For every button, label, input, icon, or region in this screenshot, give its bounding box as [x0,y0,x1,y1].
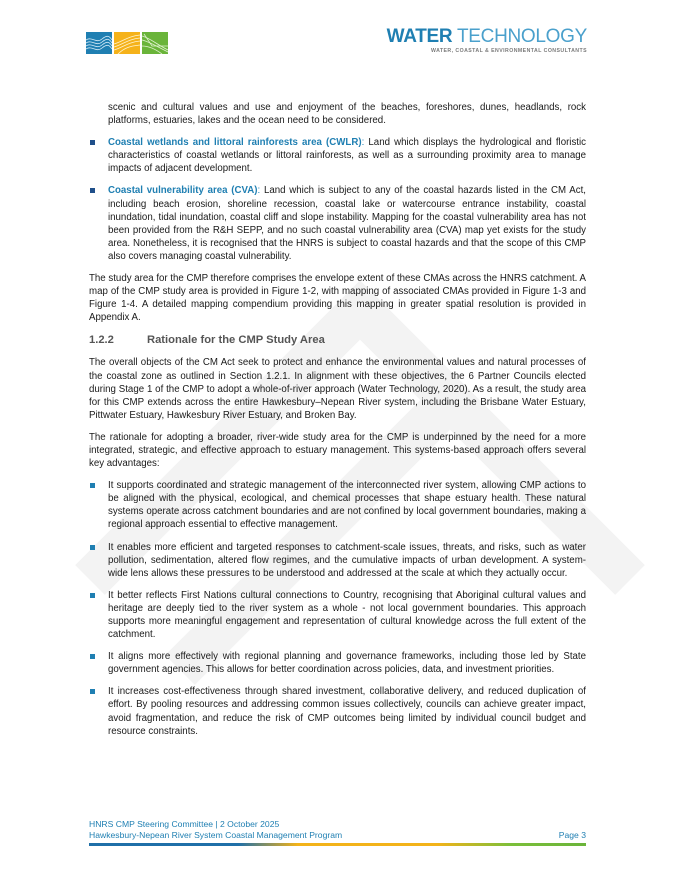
page-number: Page 3 [558,829,586,840]
continuation-paragraph: scenic and cultural values and use and enjoyment of the beaches, foreshores, dunes, headlands, rock platforms, estuaries, lakes and the ocean need to be considered. [108,102,586,127]
cma-term-separator: : [257,185,261,197]
footer-color-bar [89,843,586,846]
advantage-text: It aligns more effectively with regional planning and governance frameworks, including those led by State government agencies. This allows for better coordination across policies, data, and investment priorities. [108,651,586,676]
water-tile-icon [86,32,112,54]
section-heading [89,333,586,347]
cma-definition: Land which displays the hydrological and floristic characteristics of coastal wetlands or littoral rainforests, as well as a surrounding proximity area to manage impacts of adjacent development. [108,137,586,175]
brand-title-light: TECHNOLOGY [452,26,587,47]
brand-tagline: WATER, COASTAL & ENVIRONMENTAL CONSULTANTS [431,48,587,54]
page-footer [89,819,586,840]
advantage-text: It better reflects First Nations cultural connections to Country, recognising that Aboriginal cultural values and heritage are deeply tied to the river system as a whole - not local government boundaries. This approach supports more meaningful engagement and representation of cultural knowledge across the full extent of the catchment. [108,589,586,641]
bullet-square-icon [90,545,95,550]
advantage-bullet [89,589,586,641]
bullet-square-icon [90,689,95,694]
advantage-bullet [89,650,586,676]
advantage-text: It supports coordinated and strategic management of the interconnected river system, allowing CMP actions to be aligned with the physical, ecological, and chemical processes that shape estuary health. These natural systems operate across catchment boundaries and are not confined by local government boundaries, making a regional approach essential to effective management. [108,480,586,531]
cma-term: Coastal wetlands and littoral rainforests area (CWLR) [108,137,362,149]
advantage-text: It enables more efficient and targeted responses to catchment-scale issues, threats, and risks, such as water pollution, sedimentation, altered flow regimes, and the cumulative impacts of urban development. A system-wide lens allows these pressures to be understood and addressed at the scale at which they actually occur. [108,541,586,579]
bullet-square-icon [90,483,95,488]
cma-definition: Land which is subject to any of the coastal hazards listed in the CM Act, including beach erosion, shoreline recession, coastal lake or watercourse entrance instability, coastal inundation, tidal inundation, coastal cliff and slope instability. Mapping for the coastal vulnerability area has not been provided from the R&H SEPP, and no such coastal vulnerability area (CVA) map yet exists for the study area. Nonetheless, it is recognised that the HNRS is subject to coastal hazards and that the scope of this CMP also covers managing coastal vulnerability. [108,185,586,262]
cma-term-separator: : [361,137,365,149]
cma-bullet-cwlr [89,136,586,175]
objects-paragraph: The overall objects of the CM Act seek to protect and enhance the environmental values and natural processes of the coastal zone as outlined in Section 1.2.1. In alignment with these objectives, the 6 Partner Councils elected during Stage 1 of the CMP to adopt a whole-of-river approach (Water Technology, 2020). As a result, the study area for this CMP extends across the entire Hawkesbury–Nepean River system, including the Brisbane Water Estuary, Pittwater Estuary, Hawkesbury River Estuary, and Broken Bay. [89,357,586,421]
brand-title [387,27,587,47]
section-number: 1.2.2 [89,334,114,347]
advantage-text: It increases cost-effectiveness through shared investment, collaborative delivery, and reduced duplication of effort. By pooling resources and addressing common issues collectively, councils can achieve greater impact, avoid fragmentation, and reduce the risk of CMP outcomes being limited by individual council budget and resource constraints. [108,686,586,737]
cma-term: Coastal vulnerability area (CVA) [108,185,258,197]
footer-document-title: Hawkesbury-Nepean River System Coastal Management Program [89,829,343,840]
section-title: Rationale for the CMP Study Area [147,334,325,347]
advantage-bullet [89,685,586,737]
rationale-paragraph: The rationale for adopting a broader, river-wide study area for the CMP is underpinned by the need for a more integrated, strategic, and effective approach to estuary management. This systems-based approach offers several key advantages: [89,431,586,470]
bullet-square-icon [90,593,95,598]
advantage-bullet [89,479,586,531]
bullet-square-icon [90,188,95,193]
brand-title-bold: WATER [386,26,453,47]
brand-wordmark [387,27,587,54]
environment-tile-icon [142,32,168,54]
cma-bullet-cva [89,184,586,263]
coast-tile-icon [114,32,140,54]
bullet-square-icon [90,140,95,145]
advantage-bullet [89,541,586,580]
page-body [89,101,586,747]
study-area-paragraph: The study area for the CMP therefore comprises the envelope extent of these CMAs across the HNRS catchment. A map of the CMP study area is provided in Figure 1-2, with mapping of associated CMAs provided in Figure 1-3 and Figure 1-4. A detailed mapping compendium providing this mapping in greater spatial resolution is provided in Appendix A. [89,273,586,324]
footer-meeting-line: HNRS CMP Steering Committee | 2 October 2025 [89,819,280,829]
company-logo-tiles [86,32,168,54]
bullet-square-icon [90,654,95,659]
